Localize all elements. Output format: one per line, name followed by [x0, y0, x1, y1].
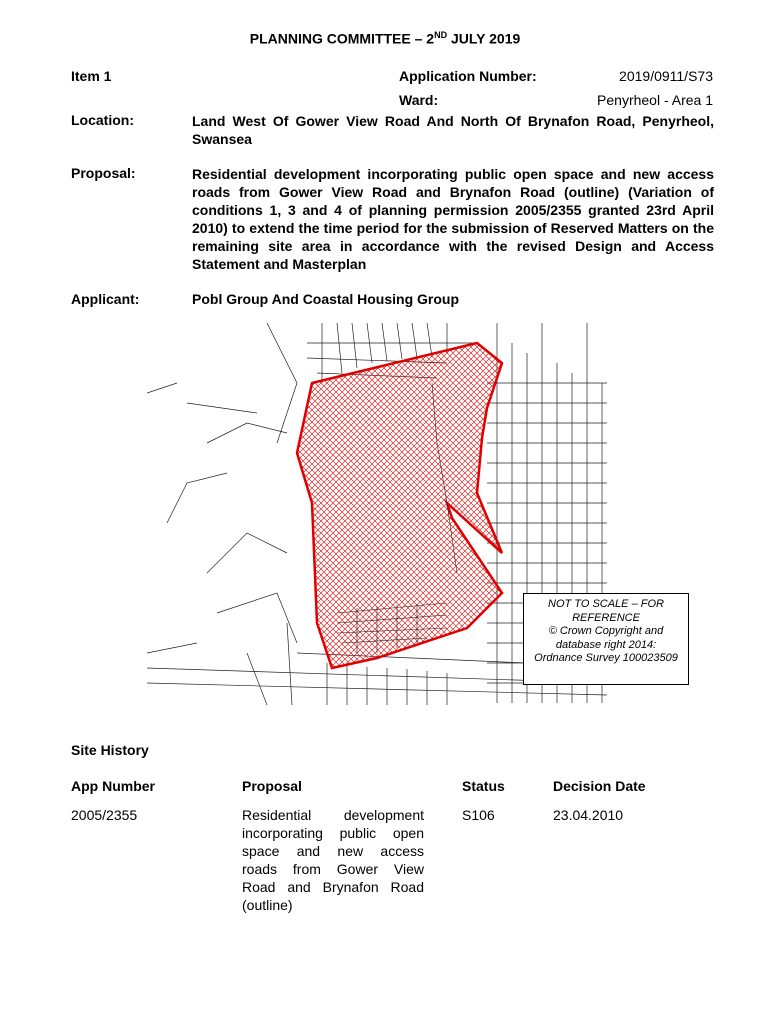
applicant-label: Applicant: — [71, 291, 140, 307]
location-label: Location: — [71, 112, 134, 128]
map-copyright-note — [523, 593, 689, 685]
proposal-text: Residential development incorporating public open space and new access roads from Gower View Road and Brynafon Road (outline) (Variation of conditions 1, 3 and 4 of planning permission 2005/2355 granted 23rd April 2010) to extend the time period for the submission of Reserved Matters on the remaining site area in accordance with the revised Design and Access Statement and Masterplan — [192, 166, 714, 272]
application-number: 2019/0911/S73 — [619, 68, 713, 84]
history-status: S106 — [462, 807, 495, 823]
applicant-text: Pobl Group And Coastal Housing Group — [192, 291, 460, 307]
ward-label: Ward: — [399, 92, 439, 108]
note-line: REFERENCE — [572, 611, 640, 624]
title-superscript: ND — [434, 30, 448, 40]
column-header-status: Status — [462, 778, 505, 794]
note-line: Ordnance Survey 100023509 — [534, 652, 678, 664]
title-prefix: PLANNING COMMITTEE – 2 — [249, 30, 435, 47]
column-header-app-number: App Number — [71, 778, 155, 794]
proposal-line: roads from Gower View — [242, 861, 424, 877]
proposal-line: Residential development — [242, 807, 424, 823]
location-text: Land West Of Gower View Road And North Of Brynafon Road, Penyrheol, Swansea — [192, 113, 714, 147]
history-proposal — [242, 806, 424, 914]
page-title — [0, 30, 770, 47]
ward-value: Penyrheol - Area 1 — [597, 92, 713, 108]
column-header-proposal: Proposal — [242, 778, 302, 794]
proposal-line: incorporating public open — [242, 825, 424, 841]
history-app-number: 2005/2355 — [71, 807, 138, 823]
item-label: Item 1 — [71, 68, 112, 84]
proposal-line: Road and Brynafon Road — [242, 879, 424, 895]
note-line: © Crown Copyright and — [548, 625, 664, 637]
note-line: database right 2014: — [555, 638, 657, 651]
application-number-label: Application Number: — [399, 68, 537, 84]
title-suffix: JULY 2019 — [447, 30, 521, 47]
site-history-heading: Site History — [71, 742, 149, 758]
history-decision-date: 23.04.2010 — [553, 807, 624, 823]
column-header-decision-date: Decision Date — [553, 778, 646, 794]
proposal-label: Proposal: — [71, 165, 136, 181]
proposal-line: (outline) — [242, 897, 293, 913]
note-line: NOT TO SCALE – FOR — [548, 598, 664, 610]
proposal-line: space and new access — [242, 843, 424, 859]
